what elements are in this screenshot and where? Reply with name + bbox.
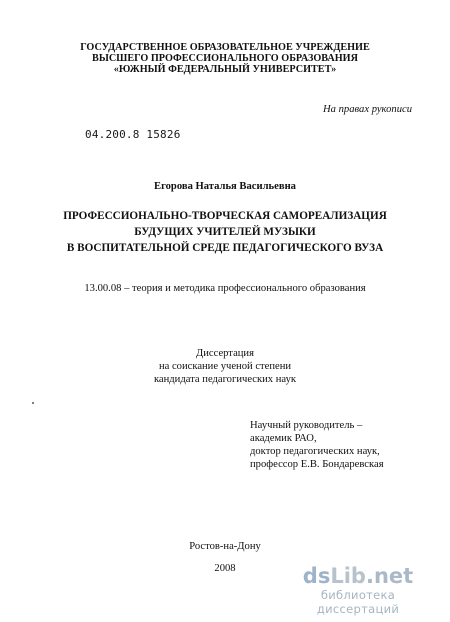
- specialty-code: 13.00.08 – теория и методика профессионального образования: [84, 283, 366, 294]
- logo-lib: Lib: [330, 564, 366, 588]
- dslib-logo: [278, 565, 438, 587]
- degree-line-1: Диссертация: [196, 348, 254, 359]
- logo-net: .net: [365, 564, 414, 588]
- year: 2008: [214, 563, 236, 574]
- archive-stamp: 04.200.8 15826: [85, 128, 181, 141]
- institution-line-2: ВЫСШЕГО ПРОФЕССИОНАЛЬНОГО ОБРАЗОВАНИЯ: [92, 53, 358, 64]
- supervisor-line-1: Научный руководитель –: [250, 420, 363, 431]
- author-name: Егорова Наталья Васильевна: [154, 181, 296, 192]
- supervisor-line-3: доктор педагогических наук,: [250, 446, 380, 457]
- watermark-subtitle: библиотека диссертаций: [316, 588, 400, 616]
- supervisor-line-2: академик РАО,: [250, 433, 317, 444]
- title-line-3: В ВОСПИТАТЕЛЬНОЙ СРЕДЕ ПЕДАГОГИЧЕСКОГО ВУЗА: [66, 242, 384, 254]
- title-line-2: БУДУЩИХ УЧИТЕЛЕЙ МУЗЫКИ: [134, 226, 316, 238]
- institution-line-1: ГОСУДАРСТВЕННОЕ ОБРАЗОВАТЕЛЬНОЕ УЧРЕЖДЕНИЕ: [80, 42, 370, 53]
- scan-speck: [32, 402, 34, 404]
- city: Ростов-на-Дону: [189, 541, 261, 552]
- title-line-1: ПРОФЕССИОНАЛЬНО-ТВОРЧЕСКАЯ САМОРЕАЛИЗАЦИЯ: [63, 210, 387, 222]
- degree-line-3: кандидата педагогических наук: [153, 374, 297, 385]
- supervisor-line-4: профессор Е.В. Бондаревская: [250, 459, 384, 470]
- rights-note: На правах рукописи: [323, 104, 412, 115]
- degree-line-2: на соискание ученой степени: [158, 361, 292, 372]
- logo-ds: ds: [302, 564, 331, 588]
- dslib-watermark: [278, 565, 438, 616]
- institution-line-3: «ЮЖНЫЙ ФЕДЕРАЛЬНЫЙ УНИВЕРСИТЕТ»: [113, 64, 337, 75]
